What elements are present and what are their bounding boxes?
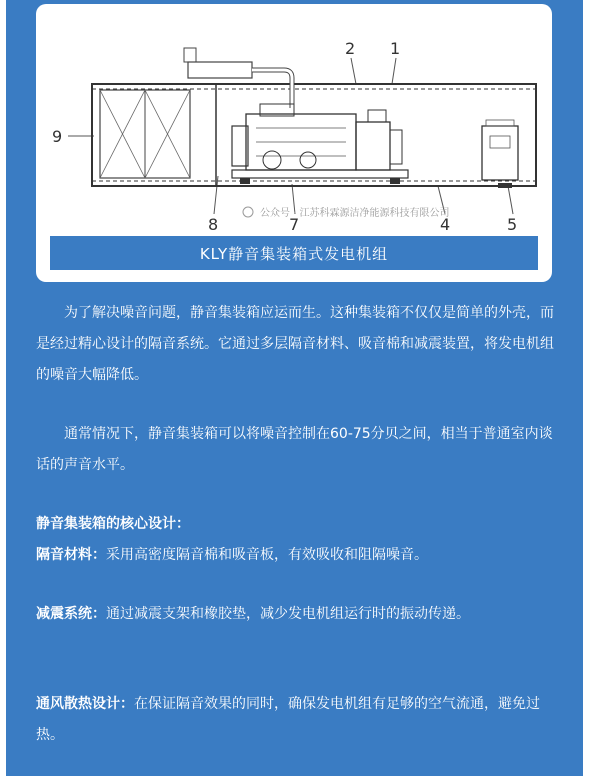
item-text: 通过减震支架和橡胶垫，减少发电机组运行时的振动传递。 [106, 606, 470, 622]
callout-8: 8 [208, 215, 219, 234]
paragraph-2 [36, 419, 556, 481]
item-text: 采用高密度隔音棉和吸音板，有效吸收和阻隔噪音。 [106, 547, 428, 563]
callout-1: 1 [390, 39, 401, 58]
callout-4: 4 [440, 215, 451, 234]
item-label: 隔音材料： [36, 547, 106, 563]
figure-card [36, 4, 552, 282]
watermark-text: 公众号 · 江苏科霖源洁净能源科技有限公司 [260, 208, 450, 219]
item-ventilation [36, 689, 556, 751]
article-background [6, 0, 583, 776]
item-vibration [36, 599, 556, 630]
callout-7: 7 [289, 215, 300, 234]
paragraph-2-text: 通常情况下，静音集装箱可以将噪音控制在60-75分贝之间，相当于普通室内谈话的声音水平。 [36, 426, 553, 473]
item-vibration-section [36, 599, 556, 630]
paragraph-1-text: 为了解决噪音问题，静音集装箱应运而生。这种集装箱不仅仅是简单的外壳，而是经过精心设计的隔音系统。它通过多层隔音材料、吸音棉和减震装置，将发电机组的噪音大幅降低。 [36, 305, 554, 383]
item-sound-insulation [36, 540, 556, 571]
paragraph-1 [36, 298, 556, 391]
item-ventilation-section [36, 689, 556, 751]
callout-5: 5 [507, 215, 518, 234]
core-design-title: 静音集装箱的核心设计： [36, 516, 190, 532]
callout-2: 2 [345, 39, 356, 58]
figure-caption: KLY静音集装箱式发电机组 [50, 236, 538, 270]
item-text: 在保证隔音效果的同时，确保发电机组有足够的空气流通，避免过热。 [36, 696, 540, 743]
generator-container-diagram [46, 18, 542, 234]
callout-9: 9 [52, 127, 63, 146]
item-label: 通风散热设计： [36, 696, 134, 712]
item-label: 减震系统： [36, 606, 106, 622]
core-design-section [36, 509, 556, 571]
